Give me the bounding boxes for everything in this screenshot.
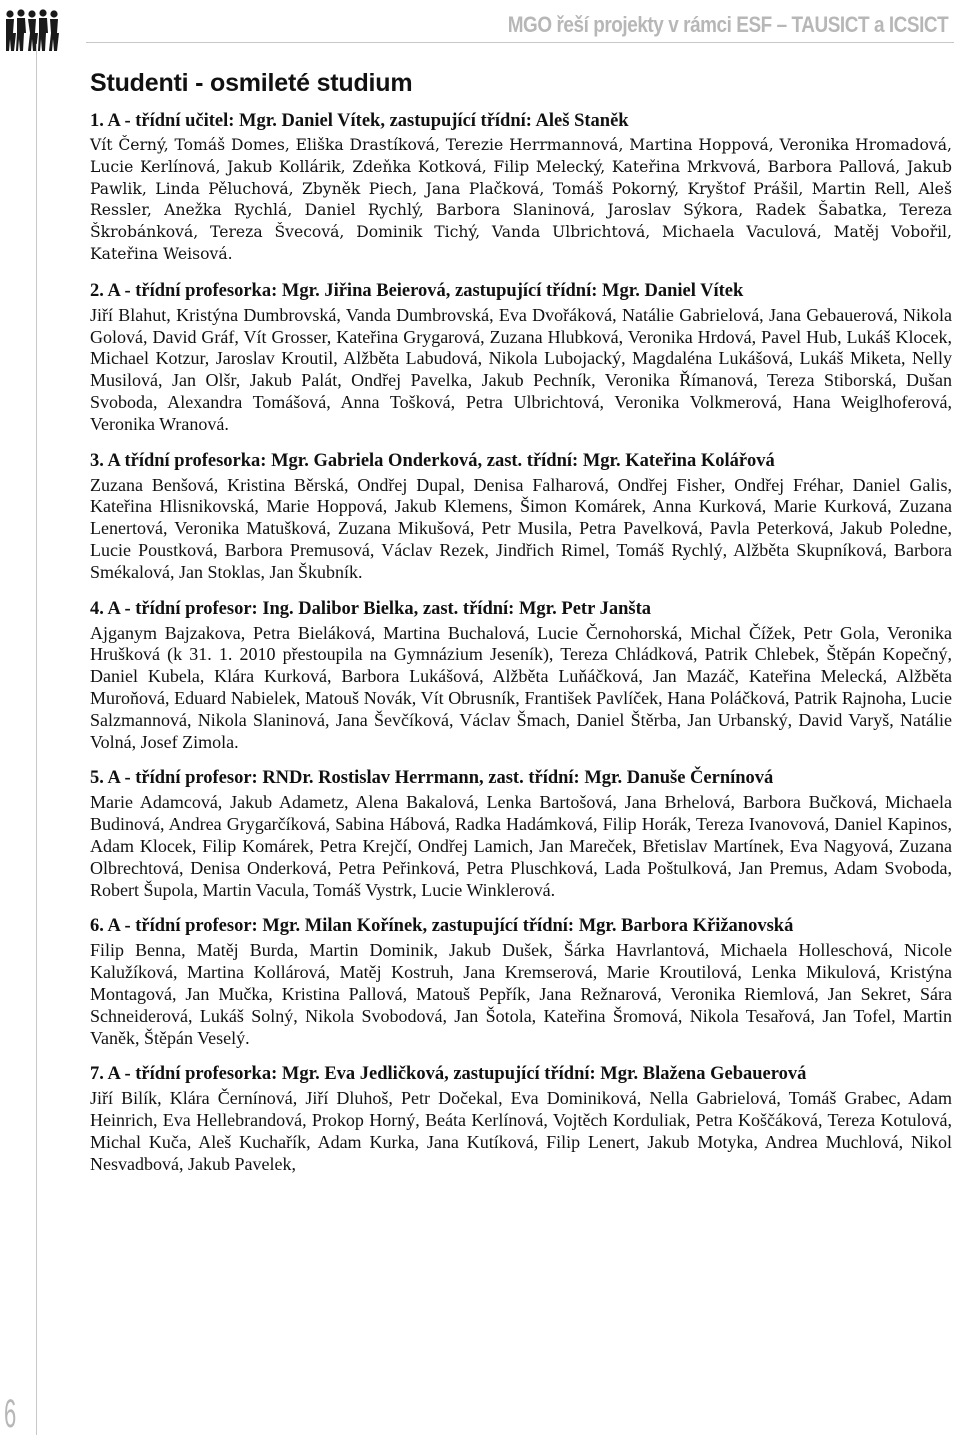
student-list: Jiří Bilík, Klára Černínová, Jiří Dluhoš, Petr Dočekal, Eva Dominiková, Nella Gabrielová, Tomáš Grabec, Adam Heinrich, Eva Hellebrandová, Prokop Horný, Beáta Kerlínová, Vojtěch Korduliak, Petra Koščáková, Tereza Kotulová, Michal Kuča, Aleš Kuchařík, Adam Kurka, Jana Kutíková, Filip Lenert, Jakub Motyka, Andrea Muchlová, Nikol Nesvadbová, Jakub Pavelek,	[90, 1088, 952, 1174]
student-list: Marie Adamcová, Jakub Adametz, Alena Bakalová, Lenka Bartošová, Jana Brhelová, Barbora Bučková, Michaela Budinová, Andrea Grygarčíková, Sabina Hábová, Radka Hadámková, Filip Horák, Tereza Ivanovová, Daniel Kapinos, Adam Klocek, Filip Komárek, Petra Krejčí, Ondřej Lamich, Jan Mareček, Břetislav Martínek, Eva Nagyová, Zuzana Olbrechtová, Denisa Onderková, Petra Peřinková, Petra Pluschková, Lada Poštulková, Jan Premus, Adam Svoboda, Robert Šupola, Martin Vacula, Tomáš Vystrk, Lucie Winklerová.	[90, 792, 952, 900]
header-divider	[86, 42, 954, 43]
student-list: Filip Benna, Matěj Burda, Martin Dominik, Jakub Dušek, Šárka Havrlantová, Michaela Holleschová, Nicole Kalužíková, Martina Kollárová, Matěj Kostruh, Jana Kremserová, Marie Kroutilová, Lenka Mikulová, Kristýna Montagová, Jan Mučka, Kristina Pallová, Matouš Pepřík, Jana Režnarová, Veronika Riemlová, Jan Sekret, Sára Schneiderová, Lukáš Solný, Nikola Svobodová, Jan Šotola, Kateřina Šromová, Nikola Tesařová, Jan Tofel, Martin Vaněk, Štěpán Veselý.	[90, 940, 952, 1048]
page-title: Studenti - osmileté studium	[90, 69, 413, 97]
side-divider	[36, 44, 37, 1435]
class-section-5a	[90, 767, 952, 901]
class-section-1a	[90, 110, 952, 266]
class-section-2a	[90, 280, 952, 436]
student-list: Jiří Blahut, Kristýna Dumbrovská, Vanda Dumbrovská, Eva Dvořáková, Natálie Gabrielová, Jana Gebauerová, Nikola Golová, David Gráf, Vít Grosser, Kateřina Grygarová, Zuzana Hlubková, Veronika Hrdová, Pavel Hub, Lukáš Klocek, Michael Kotzur, Jaroslav Kroutil, Alžběta Labudová, Nikola Lubojacký, Magdaléna Lukášová, Lukáš Miketa, Nelly Musilová, Jan Olšr, Jakub Palát, Ondřej Pavelka, Jakub Pechník, Veronika Římanová, Tereza Stiborská, Dušan Svoboda, Alexandra Tomášová, Anna Tošková, Petra Ulbrichtová, Veronika Volkmerová, Hana Weiglhoferová, Veronika Wranová.	[90, 304, 952, 434]
class-heading: 5. A - třídní profesor: RNDr. Rostislav Herrmann, zast. třídní: Mgr. Danuše Černínová	[90, 768, 774, 789]
class-heading: 3. A třídní profesorka: Mgr. Gabriela Onderková, zast. třídní: Mgr. Kateřina Kolářová	[90, 450, 775, 471]
student-list: Zuzana Benšová, Kristina Běrská, Ondřej Dupal, Denisa Falharová, Ondřej Fisher, Ondřej Fréhar, Daniel Galis, Kateřina Hlisnikovská, Marie Hoppová, Jakub Klemens, Šimon Komárek, Anna Kurková, Marie Kurková, Zuzana Lenertová, Veronika Matušková, Zuzana Mikušová, Petr Musila, Petra Pavelková, Pavla Peterková, Jakub Poledne, Lucie Poustková, Barbora Premusová, Václav Rezek, Jindřich Rimel, Tomáš Rychlý, Alžběta Skupníková, Barbora Smékalová, Jan Stoklas, Jan Škubník.	[90, 474, 952, 582]
page-number: 6	[4, 1392, 17, 1436]
class-section-7a	[90, 1063, 952, 1175]
header-title: MGO řeší projekty v rámci ESF – TAUSICT a ICSICT	[507, 12, 948, 37]
class-heading: 2. A - třídní profesorka: Mgr. Jiřina Beierová, zastupující třídní: Mgr. Daniel Vítek	[90, 280, 744, 301]
class-heading: 4. A - třídní profesor: Ing. Dalibor Bielka, zast. třídní: Mgr. Petr Janšta	[90, 598, 651, 619]
class-heading: 6. A - třídní profesor: Mgr. Milan Kořínek, zastupující třídní: Mgr. Barbora Křižanovská	[90, 916, 794, 937]
main-content	[90, 68, 952, 1189]
student-list: Vít Černý, Tomáš Domes, Eliška Drastíková, Terezie Herrmannová, Martina Hoppová, Veronika Hromadová, Lucie Kerlínová, Jakub Kollárik, Zdeňka Kotková, Filip Melecký, Kateřina Mrkvová, Barbora Pallová, Jakub Pawlik, Linda Pěluchová, Zbyněk Piech, Jana Plačková, Tomáš Pokorný, Kryštof Prášil, Martin Rell, Aleš Ressler, Anežka Rychlá, Daniel Rychlý, Barbora Slaninová, Jaroslav Sýkora, Radek Šabatka, Tereza Škrobánková, Tereza Švecová, Dominik Tichý, Vanda Ulbrichtová, Michaela Vaculová, Matěj Vobořil, Kateřina Weisová.	[90, 136, 952, 263]
class-heading: 7. A - třídní profesorka: Mgr. Eva Jedličková, zastupující třídní: Mgr. Blažena Gebauerová	[90, 1064, 807, 1085]
people-silhouettes-logo	[4, 8, 60, 54]
class-section-3a	[90, 450, 952, 584]
class-section-6a	[90, 915, 952, 1049]
class-heading: 1. A - třídní učitel: Mgr. Daniel Vítek, zastupující třídní: Aleš Staněk	[90, 111, 629, 131]
student-list: Ajganym Bajzakova, Petra Bieláková, Martina Buchalová, Lucie Černohorská, Michal Čížek, Petr Gola, Veronika Hrušková (k 31. 1. 2010 přestoupila na Gymnázium Jeseník), Tereza Chládková, Patrik Chlebek, Štěpán Kopečný, Daniel Kubela, Klára Kurková, Barbora Lukášová, Alžběta Luňáčková, Jan Mazáč, Kateřina Melecká, Alžběta Muroňová, Eduard Nabielek, Matouš Novák, Vít Obrusník, František Pavlíček, Hana Poláčková, Patrik Rajnoha, Lucie Salzmannová, Nikola Slaninová, Jana Ševčíková, Václav Šmach, Daniel Štěrba, Jan Urbanský, David Varyš, Natálie Volná, Josef Zimola.	[90, 622, 952, 752]
class-section-4a	[90, 598, 952, 754]
